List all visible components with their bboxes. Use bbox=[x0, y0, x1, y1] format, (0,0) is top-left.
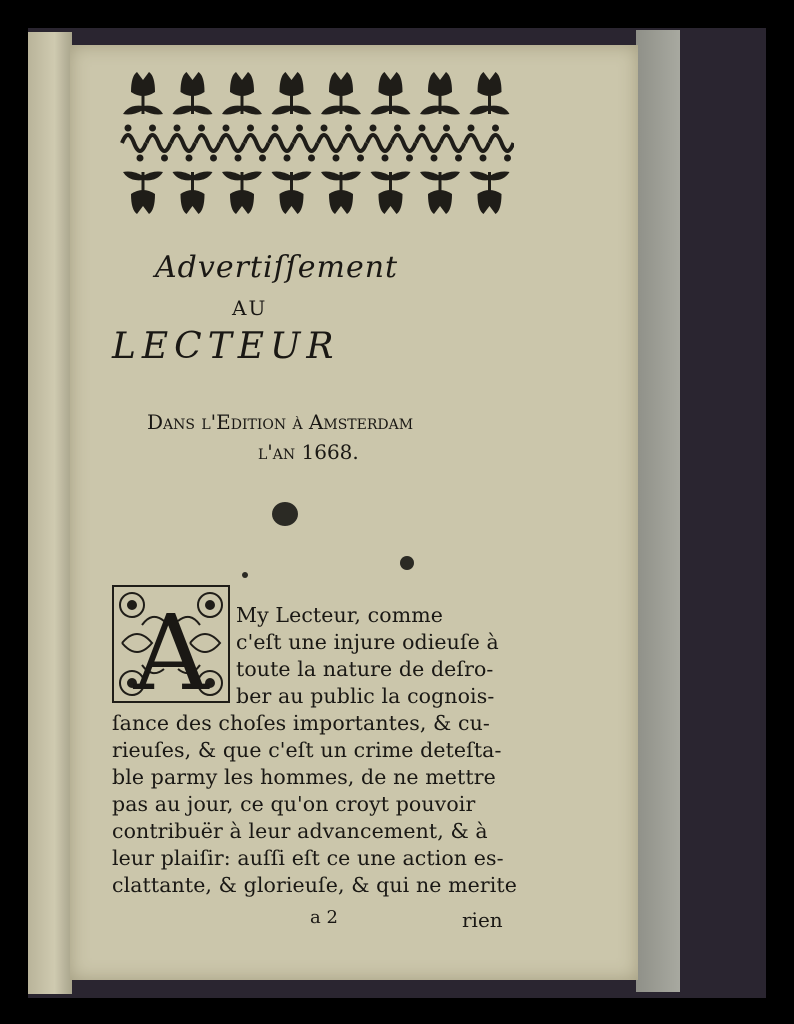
body-line: ſance des choſes importantes, & cu- bbox=[112, 711, 490, 735]
heading-line-1: Advertiſſement bbox=[155, 250, 399, 285]
right-cover-board bbox=[636, 30, 680, 992]
body-line: contribuër à leur advancement, & à bbox=[112, 819, 488, 843]
body-line: leur plaiſir: auſſi eſt ce une action es- bbox=[112, 846, 504, 870]
heading-line-3: LECTEUR bbox=[112, 326, 340, 367]
floral-ornament-band bbox=[118, 66, 514, 220]
body-line: My Lecteur, comme bbox=[236, 603, 444, 627]
body-line: pas au jour, ce qu'on croyt pouvoir bbox=[112, 792, 476, 816]
subheading-line-1: Dans l'Edition à Amsterdam bbox=[147, 410, 414, 434]
drop-cap-letter: A bbox=[133, 592, 209, 703]
body-line: rieuſes, & que c'eſt un crime deteſta- bbox=[112, 738, 502, 762]
catchword: rien bbox=[462, 908, 503, 932]
ink-blot bbox=[272, 502, 298, 526]
heading-line-2: AU bbox=[232, 296, 268, 320]
body-line: ber au public la cognois- bbox=[236, 684, 495, 708]
subheading-line-2: l'an 1668. bbox=[258, 440, 359, 464]
body-line: c'eſt une injure odieuſe à bbox=[236, 630, 499, 654]
decorated-drop-cap bbox=[112, 585, 230, 703]
ink-blot bbox=[242, 572, 248, 578]
signature-mark: a 2 bbox=[310, 907, 338, 928]
body-line: toute la nature de deſro- bbox=[236, 657, 494, 681]
left-page-edge bbox=[28, 32, 72, 994]
ink-blot bbox=[400, 556, 414, 570]
body-line: ble parmy les hommes, de ne mettre bbox=[112, 765, 496, 789]
body-line: clattante, & glorieuſe, & qui ne merite bbox=[112, 873, 518, 897]
